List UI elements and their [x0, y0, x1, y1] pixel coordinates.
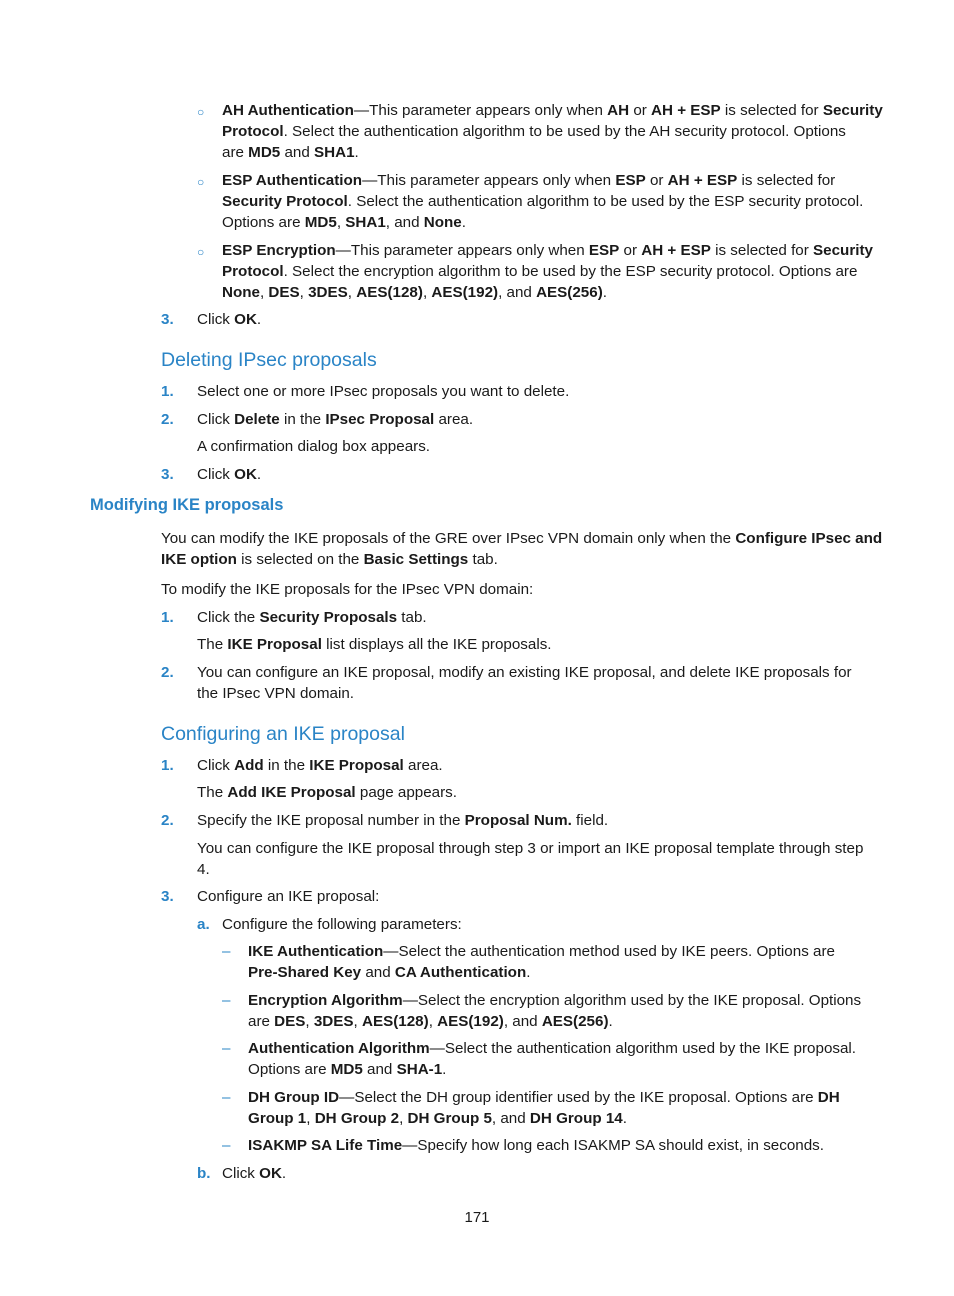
- parameter-item-cont: Pre-Shared Key and CA Authentication.: [248, 964, 531, 981]
- esp-auth-line1: ESP Authentication—This parameter appears only when ESP or AH + ESP is selected for: [222, 172, 836, 189]
- sub-step-label: b.: [197, 1165, 211, 1182]
- config-step-line: 4.: [197, 861, 210, 878]
- circle-bullet-icon: ○: [197, 245, 205, 259]
- parameter-item: Authentication Algorithm—Select the authentication algorithm used by the IKE proposal.: [248, 1040, 857, 1057]
- modify-para1-line2: IKE option is selected on the Basic Settings tab.: [161, 551, 498, 568]
- step-number: 3.: [161, 888, 174, 905]
- sub-step-b-text: Click OK.: [222, 1165, 287, 1182]
- esp-auth-line2: Security Protocol. Select the authentication algorithm to be used by the ESP security protocol.: [222, 193, 864, 210]
- esp-auth-line3: Options are MD5, SHA1, and None.: [222, 214, 466, 231]
- step-number: 1.: [161, 383, 174, 400]
- parameter-item: DH Group ID—Select the DH group identifier used by the IKE proposal. Options are DH: [248, 1089, 840, 1106]
- ah-auth-line3: are MD5 and SHA1.: [222, 144, 359, 161]
- config-step-line: Specify the IKE proposal number in the Proposal Num. field.: [197, 812, 609, 829]
- ah-auth-line2: Protocol. Select the authentication algorithm to be used by the AH security protocol. Options: [222, 123, 846, 140]
- step-click-ok: Click OK.: [197, 311, 262, 328]
- page-number: 171: [464, 1209, 490, 1226]
- step-number: 1.: [161, 609, 174, 626]
- modify-step-line: the IPsec VPN domain.: [197, 685, 355, 702]
- delete-step-line: Select one or more IPsec proposals you want to delete.: [197, 383, 570, 400]
- parameter-item: ISAKMP SA Life Time—Specify how long each ISAKMP SA should exist, in seconds.: [248, 1137, 824, 1154]
- circle-bullet-icon: ○: [197, 175, 205, 189]
- modify-step-line: The IKE Proposal list displays all the IKE proposals.: [197, 636, 552, 653]
- step-number: 2.: [161, 411, 174, 428]
- parameter-item: Encryption Algorithm—Select the encryption algorithm used by the IKE proposal. Options: [248, 992, 862, 1009]
- dash-bullet-icon: –: [222, 943, 231, 960]
- modify-step-line: You can configure an IKE proposal, modify an existing IKE proposal, and delete IKE proposals for: [197, 664, 852, 681]
- modify-step-line: Click the Security Proposals tab.: [197, 609, 427, 626]
- delete-step-line: Click OK.: [197, 466, 262, 483]
- heading-configuring-ike: Configuring an IKE proposal: [161, 723, 405, 745]
- dash-bullet-icon: –: [222, 1137, 231, 1154]
- ah-auth-line1: AH Authentication—This parameter appears only when AH or AH + ESP is selected for Security: [222, 102, 883, 119]
- dash-bullet-icon: –: [222, 992, 231, 1009]
- heading-modifying-ike: Modifying IKE proposals: [90, 496, 284, 514]
- modify-para1-line1: You can modify the IKE proposals of the GRE over IPsec VPN domain only when the Configure IPsec and: [161, 530, 883, 547]
- parameter-item-cont: Options are MD5 and SHA-1.: [248, 1061, 447, 1078]
- step-number: 2.: [161, 812, 174, 829]
- step-number: 3.: [161, 311, 174, 328]
- esp-enc-line3: None, DES, 3DES, AES(128), AES(192), and AES(256).: [222, 284, 607, 301]
- circle-bullet-icon: ○: [197, 105, 205, 119]
- modify-para2: To modify the IKE proposals for the IPsec VPN domain:: [161, 581, 534, 598]
- config-step-line: The Add IKE Proposal page appears.: [197, 784, 457, 801]
- dash-bullet-icon: –: [222, 1040, 231, 1057]
- heading-deleting-ipsec: Deleting IPsec proposals: [161, 349, 377, 371]
- parameter-item-cont: Group 1, DH Group 2, DH Group 5, and DH Group 14.: [248, 1110, 627, 1127]
- sub-step-label: a.: [197, 916, 210, 933]
- esp-enc-line2: Protocol. Select the encryption algorithm to be used by the ESP security protocol. Options are: [222, 263, 858, 280]
- config-step-line: You can configure the IKE proposal through step 3 or import an IKE proposal template through step: [197, 840, 864, 857]
- esp-enc-line1: ESP Encryption—This parameter appears only when ESP or AH + ESP is selected for Security: [222, 242, 873, 259]
- parameter-item: IKE Authentication—Select the authentication method used by IKE peers. Options are: [248, 943, 835, 960]
- step-number: 2.: [161, 664, 174, 681]
- delete-step-line: Click Delete in the IPsec Proposal area.: [197, 411, 474, 428]
- step-number: 3.: [161, 466, 174, 483]
- config-step-line: Click Add in the IKE Proposal area.: [197, 757, 443, 774]
- step-number: 1.: [161, 757, 174, 774]
- sub-step-a-text: Configure the following parameters:: [222, 916, 462, 933]
- config-step-line: Configure an IKE proposal:: [197, 888, 380, 905]
- parameter-item-cont: are DES, 3DES, AES(128), AES(192), and AES(256).: [248, 1013, 613, 1030]
- dash-bullet-icon: –: [222, 1089, 231, 1106]
- delete-step-line: A confirmation dialog box appears.: [197, 438, 431, 455]
